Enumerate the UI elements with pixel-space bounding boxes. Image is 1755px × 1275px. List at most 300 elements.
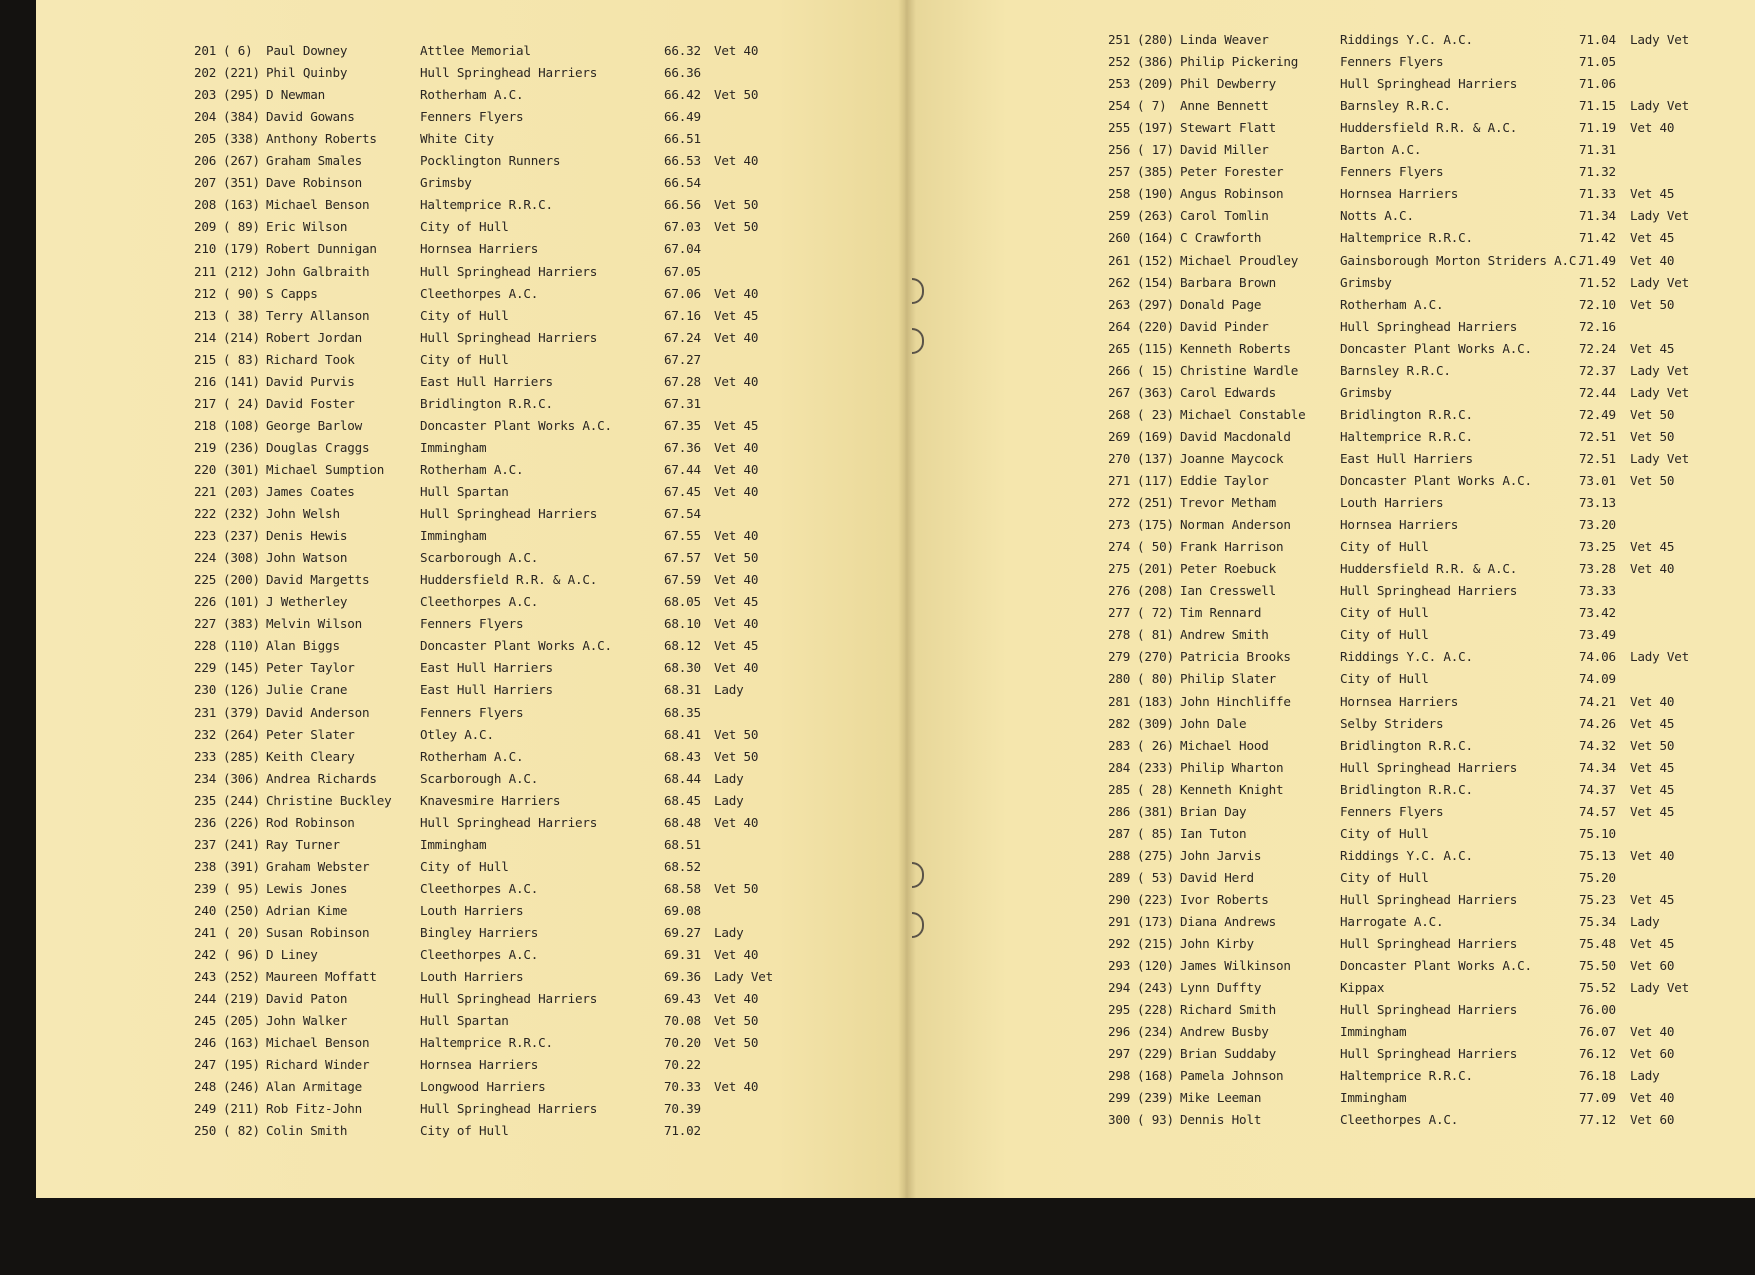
result-number: (195) [223,1057,260,1073]
result-number: ( 23) [1137,406,1174,422]
result-name: Colin Smith [266,1123,348,1139]
result-name: Kenneth Knight [1180,781,1284,797]
result-position: 201 [194,43,217,58]
result-name: S Capps [266,285,318,301]
result-position: 209 [194,219,217,235]
result-time: 70.20 [664,1035,701,1051]
result-club: Hull Springhead Harriers [1340,1046,1518,1062]
result-number: (145) [223,660,260,676]
result-time: 73.13 [1579,495,1616,511]
result-row [36,219,905,239]
result-name: Denis Hewis [266,528,348,544]
result-category: Lady Vet [1630,32,1690,47]
result-number: (309) [1137,715,1174,731]
result-club: Kippax [1340,980,1385,996]
result-time: 68.31 [664,682,701,698]
result-number: (205) [223,1013,260,1029]
result-row [905,341,1755,361]
result-club: Barnsley R.R.C. [1340,362,1451,378]
result-position: 286 [1108,803,1131,819]
result-row [36,881,905,901]
result-category: Vet 50 [1630,737,1675,753]
result-category: Vet 45 [1630,803,1675,819]
result-club: Hull Springhead Harriers [1340,891,1518,907]
result-club: Hull Springhead Harriers [1340,583,1518,599]
result-row [36,197,905,217]
result-number: (301) [223,461,260,477]
result-name: Maureen Moffatt [266,969,377,985]
result-row [905,892,1755,912]
result-name: Philip Wharton [1180,759,1284,775]
result-number: (297) [1137,296,1174,312]
result-position: 270 [1108,450,1131,466]
result-position: 216 [194,373,217,389]
result-club: Harrogate A.C. [1340,914,1444,929]
result-category: Lady [1630,1068,1660,1084]
result-number: (384) [223,109,260,125]
result-position: 243 [194,969,217,985]
result-club: Grimsby [1340,274,1392,290]
result-category: Vet 50 [714,1013,759,1029]
result-position: 219 [194,439,217,455]
result-row [905,738,1755,758]
result-club: Knavesmire Harriers [420,792,561,808]
result-position: 245 [194,1013,217,1029]
result-time: 67.05 [664,263,701,279]
result-position: 208 [194,197,217,213]
result-time: 66.49 [664,109,701,125]
result-name: Kenneth Roberts [1180,340,1291,356]
result-number: ( 20) [223,925,260,940]
result-row [36,1057,905,1077]
result-club: Immingham [420,528,487,544]
result-position: 285 [1108,781,1131,797]
result-name: Ray Turner [266,836,340,852]
result-time: 69.31 [664,947,701,963]
result-time: 67.59 [664,572,701,588]
result-number: (200) [223,572,260,588]
result-club: Fenners Flyers [420,704,524,720]
result-category: Vet 50 [714,197,759,213]
result-name: Ian Tuton [1180,825,1247,841]
result-time: 71.34 [1579,208,1616,224]
result-row [36,660,905,680]
result-name: David Herd [1180,869,1254,885]
result-name: Anthony Roberts [266,131,377,147]
result-time: 74.37 [1579,781,1616,797]
result-name: Christine Buckley [266,792,392,808]
result-name: John Walker [266,1013,348,1029]
result-time: 76.18 [1579,1068,1616,1084]
result-name: Graham Webster [266,858,370,874]
result-time: 74.09 [1579,671,1616,687]
result-time: 71.42 [1579,230,1616,246]
result-position: 264 [1108,318,1131,334]
result-club: Doncaster Plant Works A.C. [420,417,612,433]
result-position: 266 [1108,362,1131,378]
result-position: 277 [1108,605,1131,621]
result-club: Barnsley R.R.C. [1340,98,1451,114]
result-row [36,87,905,107]
result-position: 289 [1108,869,1131,885]
result-row [905,980,1755,1000]
result-row [905,98,1755,118]
result-category: Vet 40 [1630,120,1675,136]
result-position: 269 [1108,428,1131,444]
result-time: 75.48 [1579,936,1616,952]
result-time: 76.12 [1579,1046,1616,1062]
result-category: Vet 60 [1630,958,1675,974]
result-position: 204 [194,109,217,125]
result-time: 68.58 [664,880,701,896]
result-row [36,727,905,747]
result-club: Riddings Y.C. A.C. [1340,32,1473,47]
result-time: 67.55 [664,528,701,544]
result-row [905,186,1755,206]
result-name: Pamela Johnson [1180,1068,1284,1084]
result-position: 233 [194,748,217,764]
result-category: Vet 50 [714,748,759,764]
result-position: 248 [194,1079,217,1095]
result-number: ( 53) [1137,869,1174,885]
result-time: 67.28 [664,373,701,389]
result-time: 68.45 [664,792,701,808]
result-number: (117) [1137,473,1174,488]
result-number: (267) [223,153,260,169]
result-number: (295) [223,87,260,103]
result-row [36,925,905,945]
result-category: Lady Vet [1630,980,1690,996]
result-row [905,649,1755,669]
result-position: 279 [1108,649,1131,665]
result-row [36,903,905,923]
result-name: John Jarvis [1180,847,1262,863]
result-club: Bridlington R.R.C. [1340,406,1473,422]
result-club: East Hull Harriers [420,682,553,698]
result-name: Terry Allanson [266,307,370,323]
result-time: 71.52 [1579,274,1616,290]
result-name: Tim Rennard [1180,605,1262,621]
result-row [905,760,1755,780]
result-club: Longwood Harriers [420,1079,546,1095]
result-category: Vet 40 [714,484,759,499]
result-time: 72.49 [1579,406,1616,422]
result-position: 260 [1108,230,1131,246]
result-club: Haltemprice R.R.C. [420,197,553,213]
result-club: Bridlington R.R.C. [1340,737,1473,753]
result-club: Fenners Flyers [1340,164,1444,180]
result-number: ( 72) [1137,605,1174,621]
result-number: (219) [223,991,260,1007]
result-row [36,991,905,1011]
result-row [905,826,1755,846]
result-row [905,253,1755,273]
result-name: Lynn Duffty [1180,980,1262,996]
result-name: Peter Taylor [266,660,355,676]
result-row [36,506,905,526]
result-position: 213 [194,307,217,323]
result-number: (233) [1137,759,1174,775]
result-club: Fenners Flyers [420,109,524,125]
result-number: (285) [223,748,260,764]
result-name: Peter Slater [266,726,355,742]
result-position: 256 [1108,142,1131,158]
result-name: James Coates [266,484,355,499]
result-club: Haltemprice R.R.C. [1340,428,1473,444]
result-name: David Anderson [266,704,370,720]
result-name: Alan Biggs [266,638,340,654]
result-club: Immingham [1340,1024,1407,1040]
result-time: 68.12 [664,638,701,654]
result-position: 282 [1108,715,1131,731]
result-position: 247 [194,1057,217,1073]
result-name: Michael Proudley [1180,252,1299,268]
result-time: 74.21 [1579,693,1616,709]
result-position: 234 [194,770,217,786]
result-number: (179) [223,241,260,257]
result-row [36,109,905,129]
result-time: 68.51 [664,836,701,852]
result-number: (234) [1137,1024,1174,1040]
result-club: Doncaster Plant Works A.C. [1340,473,1532,488]
result-number: (152) [1137,252,1174,268]
result-name: Joanne Maycock [1180,450,1284,466]
result-position: 299 [1108,1090,1131,1106]
result-name: Julie Crane [266,682,348,698]
result-position: 271 [1108,473,1131,488]
result-position: 205 [194,131,217,147]
result-position: 202 [194,65,217,81]
result-time: 66.54 [664,175,701,191]
result-name: David Purvis [266,373,355,389]
result-position: 257 [1108,164,1131,180]
result-row [36,594,905,614]
result-time: 73.42 [1579,605,1616,621]
result-time: 66.53 [664,153,701,169]
result-category: Vet 45 [1630,340,1675,356]
result-category: Lady Vet [1630,362,1690,378]
result-name: John Watson [266,550,348,566]
result-position: 238 [194,858,217,874]
result-row [905,1068,1755,1088]
booklet-spread [36,0,1755,1198]
result-time: 73.20 [1579,517,1616,533]
result-position: 203 [194,87,217,103]
result-club: Riddings Y.C. A.C. [1340,649,1473,665]
result-position: 215 [194,351,217,367]
result-club: East Hull Harriers [1340,450,1473,466]
result-time: 71.49 [1579,252,1616,268]
result-name: Richard Winder [266,1057,370,1073]
result-row [36,484,905,504]
result-time: 66.42 [664,87,701,103]
result-category: Vet 40 [714,1079,759,1095]
result-time: 72.16 [1579,318,1616,334]
result-time: 67.24 [664,329,701,345]
result-club: Haltemprice R.R.C. [1340,1068,1473,1084]
result-category: Vet 50 [714,219,759,235]
result-club: City of Hull [1340,539,1429,555]
result-club: City of Hull [420,351,509,367]
result-number: ( 89) [223,219,260,235]
result-time: 71.32 [1579,164,1616,180]
result-row [905,914,1755,934]
result-position: 295 [1108,1002,1131,1018]
result-name: Christine Wardle [1180,362,1299,378]
result-row [905,407,1755,427]
result-row [36,396,905,416]
result-time: 68.10 [664,616,701,632]
result-time: 66.56 [664,197,701,213]
result-time: 75.52 [1579,980,1616,996]
result-club: Hull Springhead Harriers [1340,936,1518,952]
result-number: (208) [1137,583,1174,599]
result-position: 217 [194,395,217,411]
result-position: 278 [1108,627,1131,643]
result-name: Eric Wilson [266,219,348,235]
result-club: Hull Springhead Harriers [420,814,598,830]
result-club: Hull Springhead Harriers [1340,76,1518,92]
result-club: Selby Striders [1340,715,1444,731]
result-time: 70.08 [664,1013,701,1029]
result-name: Michael Sumption [266,461,385,477]
result-name: David Pinder [1180,318,1269,334]
result-category: Lady Vet [1630,274,1690,290]
result-time: 67.36 [664,439,701,455]
result-category: Vet 50 [714,880,759,896]
result-position: 274 [1108,539,1131,555]
result-time: 72.37 [1579,362,1616,378]
result-club: Barton A.C. [1340,142,1422,158]
result-time: 71.04 [1579,32,1616,47]
result-club: Hull Spartan [420,1013,509,1029]
result-row [36,462,905,482]
result-row [36,43,905,63]
result-category: Vet 40 [1630,693,1675,709]
result-row [905,627,1755,647]
result-position: 290 [1108,891,1131,907]
result-category: Vet 50 [714,1035,759,1051]
result-number: (212) [223,263,260,279]
result-name: Brian Suddaby [1180,1046,1276,1062]
result-row [905,936,1755,956]
result-row [36,175,905,195]
result-name: Trevor Metham [1180,495,1276,511]
result-position: 268 [1108,406,1131,422]
result-row [36,859,905,879]
result-club: Huddersfield R.R. & A.C. [420,572,598,588]
result-time: 69.43 [664,991,701,1007]
result-number: (251) [1137,495,1174,511]
result-row [905,1046,1755,1066]
result-club: Doncaster Plant Works A.C. [420,638,612,654]
result-club: Scarborough A.C. [420,770,539,786]
result-category: Vet 45 [1630,539,1675,555]
result-number: (163) [223,1035,260,1051]
result-row [905,32,1755,52]
result-row [905,716,1755,736]
result-name: Andrew Busby [1180,1024,1269,1040]
result-category: Vet 40 [1630,252,1675,268]
result-row [905,429,1755,449]
result-number: ( 38) [223,307,260,323]
result-position: 231 [194,704,217,720]
result-name: Rob Fitz-John [266,1101,362,1117]
result-name: Dennis Holt [1180,1112,1262,1128]
result-time: 66.36 [664,65,701,81]
result-time: 74.34 [1579,759,1616,775]
result-number: ( 95) [223,880,260,896]
result-club: Louth Harriers [1340,495,1444,511]
result-number: (175) [1137,517,1174,533]
result-position: 240 [194,902,217,918]
result-position: 221 [194,484,217,499]
result-position: 291 [1108,914,1131,929]
result-row [36,528,905,548]
result-name: Susan Robinson [266,925,370,940]
result-number: ( 80) [1137,671,1174,687]
result-club: Hornsea Harriers [420,1057,539,1073]
result-position: 249 [194,1101,217,1117]
result-category: Vet 40 [714,947,759,963]
result-club: Bridlington R.R.C. [420,395,553,411]
result-position: 263 [1108,296,1131,312]
result-number: (250) [223,902,260,918]
result-name: Frank Harrison [1180,539,1284,555]
result-name: David Gowans [266,109,355,125]
result-name: John Dale [1180,715,1247,731]
result-position: 284 [1108,759,1131,775]
result-club: City of Hull [1340,627,1429,643]
result-number: (229) [1137,1046,1174,1062]
result-row [905,142,1755,162]
result-row [36,1101,905,1121]
result-category: Vet 40 [714,991,759,1007]
result-number: ( 81) [1137,627,1174,643]
result-time: 67.16 [664,307,701,323]
result-row [36,418,905,438]
result-number: (168) [1137,1068,1174,1084]
result-position: 259 [1108,208,1131,224]
result-row [905,782,1755,802]
result-name: Peter Forester [1180,164,1284,180]
result-name: Diana Andrews [1180,914,1276,929]
result-time: 67.44 [664,461,701,477]
result-name: Michael Benson [266,197,370,213]
result-club: Doncaster Plant Works A.C. [1340,340,1532,356]
result-name: Richard Smith [1180,1002,1276,1018]
result-club: Notts A.C. [1340,208,1414,224]
result-row [36,550,905,570]
result-category: Vet 45 [714,638,759,654]
result-number: (228) [1137,1002,1174,1018]
result-position: 288 [1108,847,1131,863]
result-club: Rotherham A.C. [420,87,524,103]
result-time: 72.10 [1579,296,1616,312]
result-row [905,495,1755,515]
result-number: ( 7) [1137,98,1167,114]
result-club: Fenners Flyers [1340,803,1444,819]
result-time: 75.20 [1579,869,1616,885]
result-time: 70.39 [664,1101,701,1117]
result-number: (237) [223,528,260,544]
result-time: 68.44 [664,770,701,786]
result-position: 244 [194,991,217,1007]
result-name: Michael Benson [266,1035,370,1051]
result-position: 253 [1108,76,1131,92]
result-name: Phil Dewberry [1180,76,1276,92]
result-number: (379) [223,704,260,720]
